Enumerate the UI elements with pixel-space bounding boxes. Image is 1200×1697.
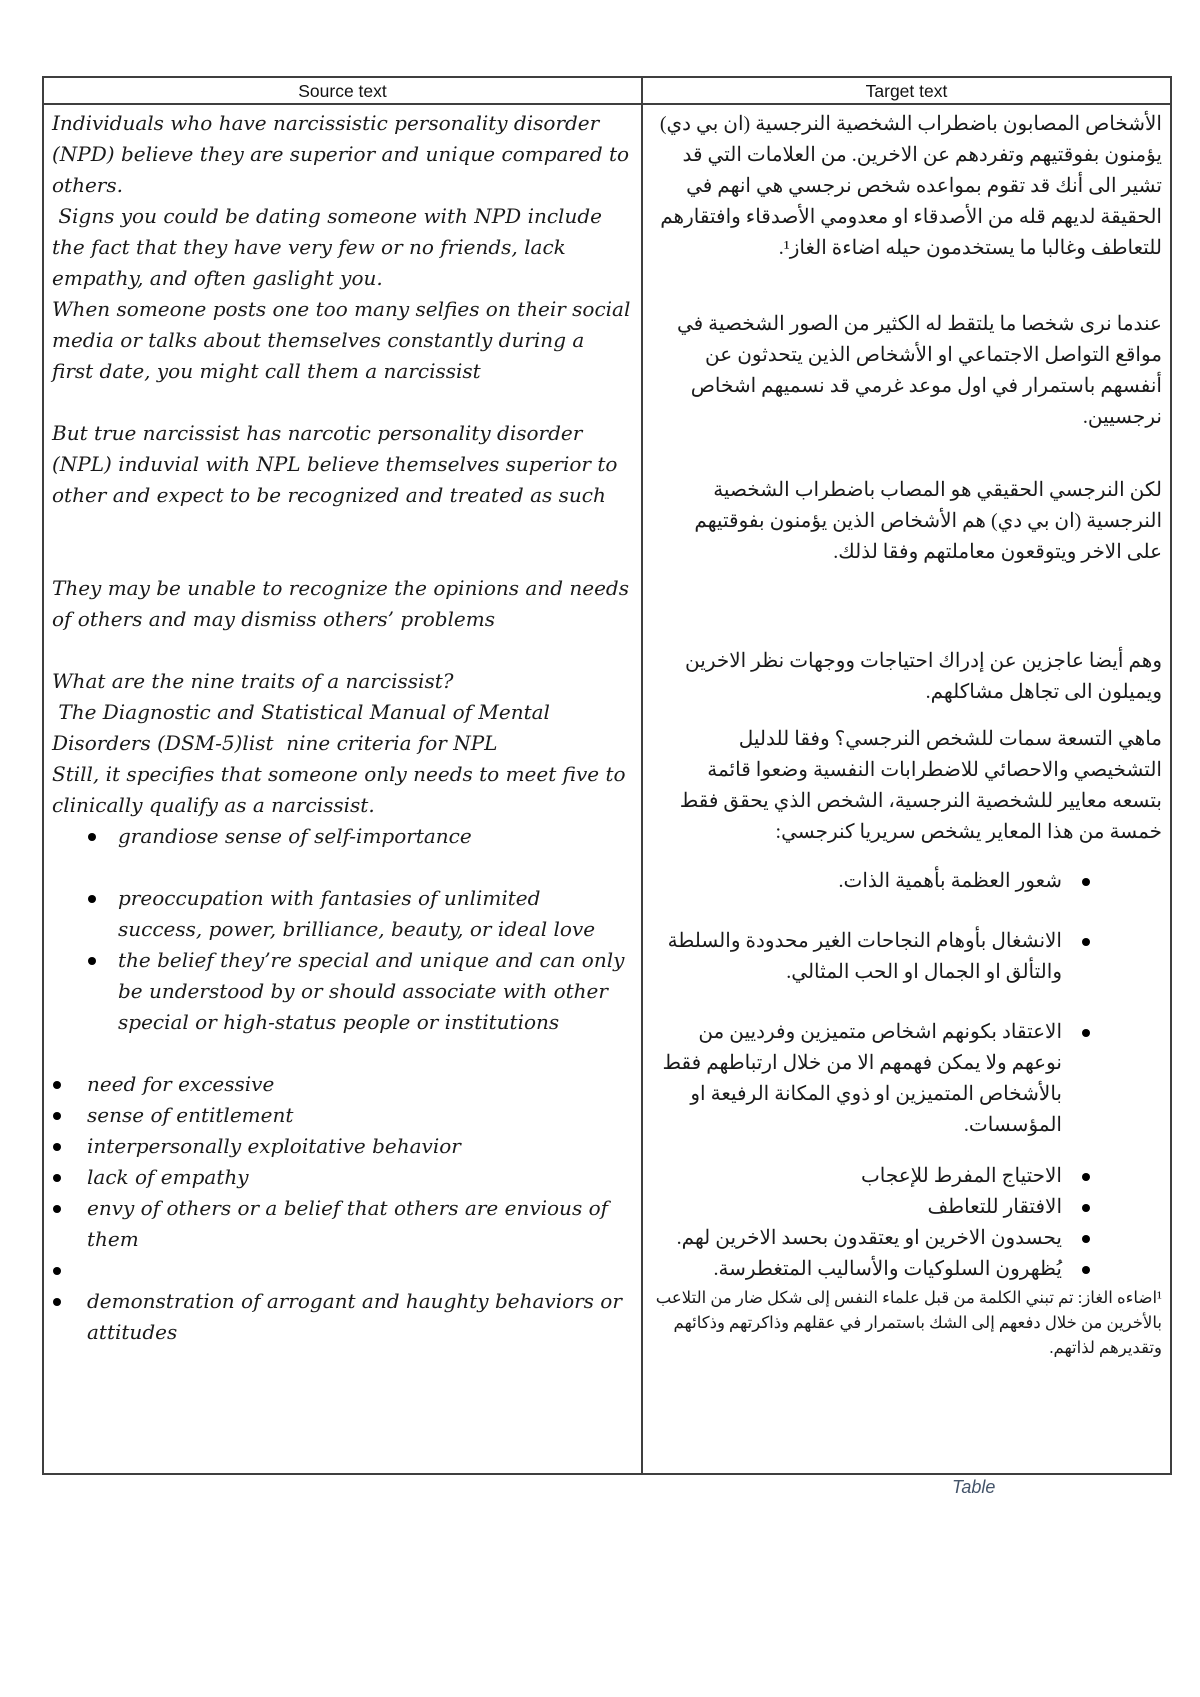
list-item: preoccupation with fantasies of unlimited success, power, brilliance, beauty, or ideal love (52, 883, 631, 945)
list-item: envy of others or a belief that others are envious of them (52, 1193, 631, 1255)
source-paragraph: They may be unable to recognize the opinions and needs of others and may dismiss others’ problems (52, 576, 636, 631)
list-item: grandiose sense of self-importance (52, 821, 631, 852)
list-item: الاحتياج المفرط للإعجاب (655, 1161, 1162, 1192)
list-item: الانشغال بأوهام النجاحات الغير محدودة والسلطة والتألق او الجمال او الحب المثالي. (655, 926, 1162, 988)
list-item: demonstration of arrogant and haughty behaviors or attitudes (52, 1286, 631, 1348)
source-text-cell (44, 105, 641, 1473)
source-paragraph: The Diagnostic and Statistical Manual of Mental Disorders (DSM-5)list nine criteria for NPL (52, 700, 557, 755)
list-item: الاعتقاد بكونهم اشخاص متميزين وفرديين من نوعهم ولا يمكن فهمهم الا من خلال ارتباطهم فقط بالأشخاص المتميزين او ذوي المكانة الرفيعة او المؤسسات. (655, 1017, 1162, 1141)
target-paragraph: لكن النرجسي الحقيقي هو المصاب باضطراب الشخصية النرجسية (ان بي دي) هم الأشخاص الذين يؤمنون بفوقتيهم على الاخر ويتوقعون معاملتهم وفقا لذلك. (694, 479, 1162, 563)
source-criteria-list (52, 821, 631, 1038)
source-paragraph: But true narcissist has narcotic personality disorder (NPL) induvial with NPL believe themselves superior to other and expect to be recognized and treated as such (52, 421, 624, 507)
list-item: شعور العظمة بأهمية الذات. (655, 866, 1162, 897)
list-item: sense of entitlement (52, 1100, 631, 1131)
table-caption: Table (952, 1477, 996, 1497)
source-paragraph: Still, it specifies that someone only needs to meet five to clinically qualify as a narcissist. (52, 762, 632, 817)
source-paragraph: Signs you could be dating someone with NPD include the fact that they have very few or no friends, lack empathy, and often gaslight you. (52, 204, 609, 290)
source-criteria-list-continued (52, 1069, 631, 1348)
list-item: lack of empathy (52, 1162, 631, 1193)
target-paragraph: وهم أيضا عاجزين عن إدراك احتياجات ووجهات نظر الاخرين ويميلون الى تجاهل مشاكلهم. (685, 650, 1162, 703)
gaslighting-footnote: ¹اضاءه الغاز: تم تبني الكلمة من قبل علماء النفس إلى شكل ضار من التلاعب بالأخرين من خلال دفعهم إلى الشك باستمرار في عقلهم وذاكرتهم وذكائهم وتقديرهم لذاتهم. (655, 1288, 1162, 1357)
list-item: need for excessive (52, 1069, 631, 1100)
target-column-header: Target text (641, 78, 1170, 105)
source-paragraph: What are the nine traits of a narcissist? (52, 669, 454, 693)
list-item-empty (52, 1255, 631, 1286)
target-paragraph: عندما نرى شخصا ما يلتقط له الكثير من الصور الشخصية في مواقع التواصل الاجتماعي او الأشخاص الذين يتحدثون عن أنفسهم باستمرار في اول موعد غرمي قد نسميهم اشخاص نرجسيين. (676, 313, 1162, 428)
target-paragraph: الأشخاص المصابون باضطراب الشخصية النرجسية (ان بي دي) يؤمنون بفوقتيهم وتفردهم عن الاخرين. من العلامات التي قد تشير الى أنك قد تقوم بمواعده شخص نرجسي هي انهم في الحقيقة لديهم قله من الأصدقاء او معدومي الأصدقاء وافتقارهم للتعاطف وغالبا ما يستخدمون حيله اضاءة الغاز¹. (659, 113, 1162, 259)
target-criteria-list (655, 866, 1162, 1285)
list-item: the belief they’re special and unique and can only be understood by or should associate with other special or high-status people or institutions (52, 945, 631, 1038)
source-paragraph: Individuals who have narcissistic personality disorder (NPD) believe they are superior and unique compared to others. (52, 111, 636, 197)
translation-table (42, 76, 1172, 1475)
list-item: الافتقار للتعاطف (655, 1192, 1162, 1223)
list-item: interpersonally exploitative behavior (52, 1131, 631, 1162)
list-item: يحسدون الاخرين او يعتقدون بحسد الاخرين لهم. (655, 1223, 1162, 1254)
target-paragraph: ماهي التسعة سمات للشخص النرجسي؟ وفقا للدليل التشخيصي والاحصائي للاضطرابات النفسية وضعوا قائمة بتسعه معايير للشخصية النرجسية، الشخص الذي يحقق فقط خمسة من هذا المعاير يشخص سريريا كنرجسي: (679, 728, 1162, 843)
source-column-header: Source text (44, 78, 641, 105)
target-text-cell (641, 105, 1170, 1473)
list-item: يُظهرون السلوكيات والأساليب المتغطرسة. (655, 1254, 1162, 1285)
source-paragraph: When someone posts one too many selfies on their social media or talks about themselves constantly during a first date, you might call them a narcissist (52, 297, 637, 383)
